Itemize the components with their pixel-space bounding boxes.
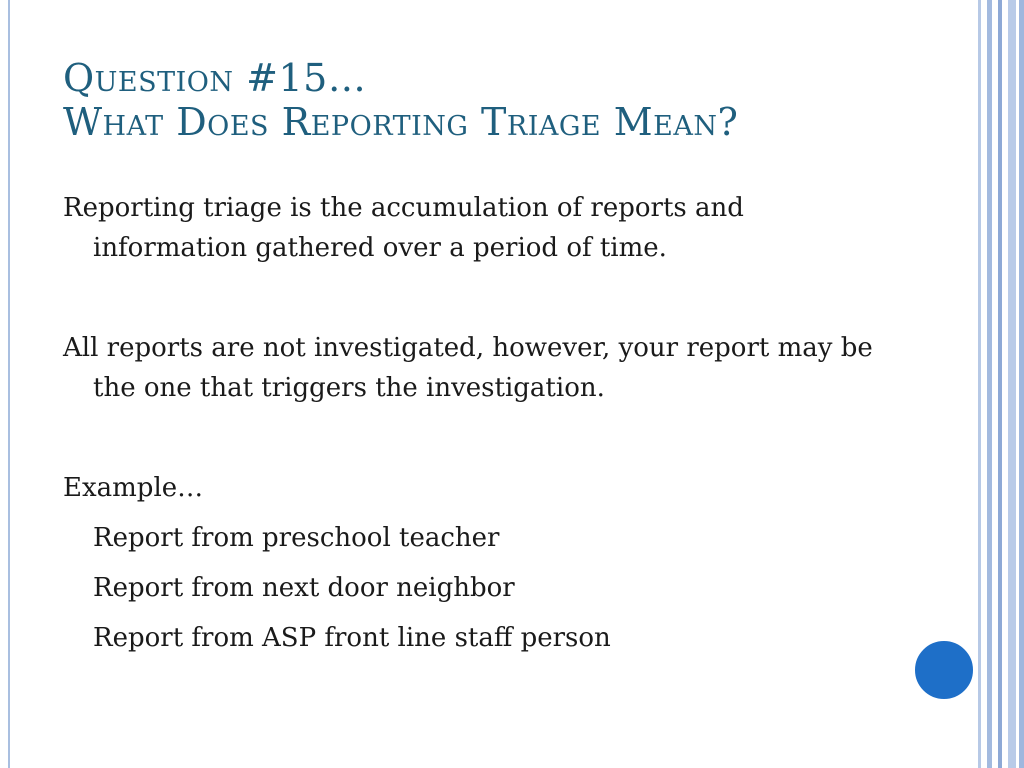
stripe: [978, 0, 981, 768]
slide-title: [63, 56, 738, 144]
paragraph-definition: Reporting triage is the accumulation of reports and information gathered over a period of time.: [63, 193, 744, 263]
stripe: [1019, 0, 1024, 768]
stripe: [998, 0, 1002, 768]
stripe: [987, 0, 992, 768]
title-line-1: Question #15…: [63, 56, 367, 100]
example-heading: Example…: [63, 473, 204, 503]
paragraph-investigation: All reports are not investigated, however, your report may be the one that triggers the investigation.: [63, 333, 873, 403]
example-item: Report from preschool teacher: [93, 523, 500, 553]
example-item: Report from ASP front line staff person: [93, 623, 611, 653]
left-border-line: [8, 0, 10, 768]
decorative-stripes: [978, 0, 1024, 768]
accent-circle-icon: [913, 639, 975, 701]
title-line-2: What Does Reporting Triage Mean?: [63, 100, 739, 144]
example-item: Report from next door neighbor: [93, 573, 515, 603]
slide-body: [63, 188, 893, 658]
stripe: [1008, 0, 1016, 768]
